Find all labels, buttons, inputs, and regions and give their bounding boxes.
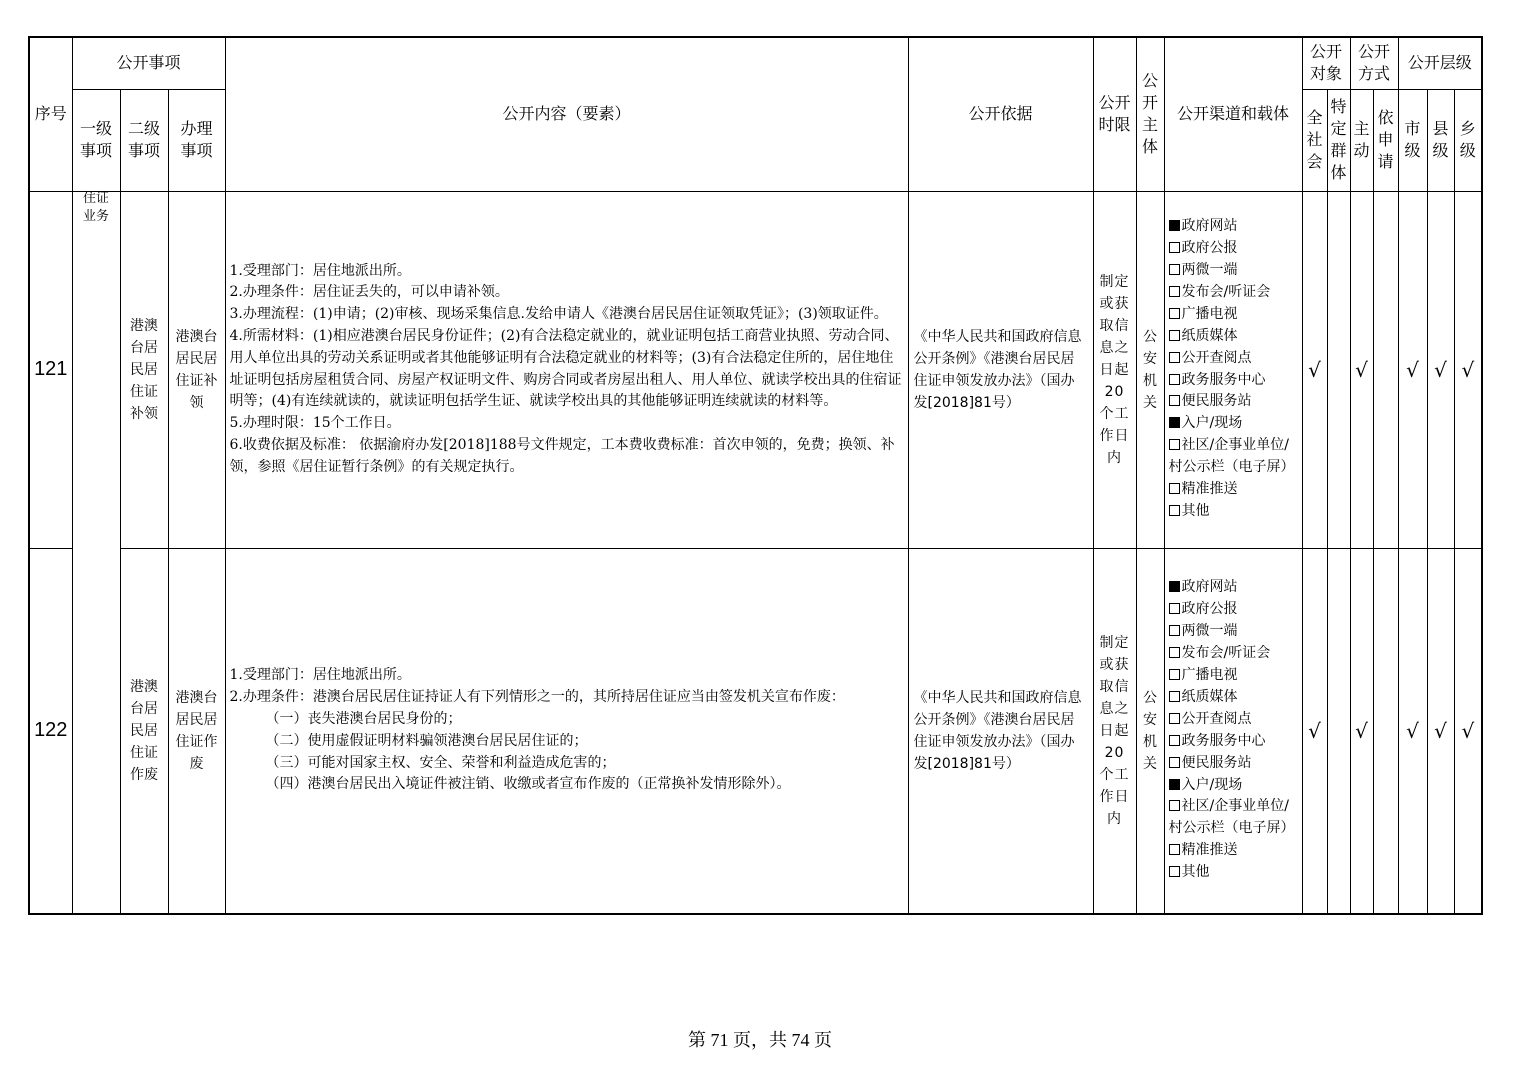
content-line: 6.收费依据及标准： 依据渝府办发[2018]188号文件规定，工本费收费标准：首次申领的，免费；换领、补领，参照《居住证暂行条例》的有关规定执行。 bbox=[229, 436, 895, 475]
checked-box-icon bbox=[1169, 779, 1180, 790]
header-level-town: 乡级 bbox=[1454, 89, 1482, 191]
channel-label: 政府网站 bbox=[1181, 218, 1238, 235]
unchecked-box-icon bbox=[1169, 352, 1180, 363]
channel-item bbox=[1169, 326, 1298, 348]
row-channels bbox=[1164, 191, 1302, 548]
unchecked-box-icon bbox=[1169, 374, 1180, 385]
row-level2: 港澳台居民居住证作废 bbox=[120, 548, 168, 914]
channel-item bbox=[1169, 709, 1298, 731]
row-mark-county: √ bbox=[1427, 548, 1454, 914]
row-handle: 港澳台居民居住证补领 bbox=[168, 191, 225, 548]
channel-item bbox=[1169, 391, 1298, 413]
header-level2: 二级事项 bbox=[120, 89, 168, 191]
header-basis: 公开依据 bbox=[908, 37, 1093, 191]
channel-label: 公开查阅点 bbox=[1181, 710, 1252, 727]
row-channels bbox=[1164, 548, 1302, 914]
channel-label: 其他 bbox=[1181, 864, 1210, 881]
row-level2: 港澳台居民居住证补领 bbox=[120, 191, 168, 548]
unchecked-box-icon bbox=[1169, 866, 1180, 877]
channel-item bbox=[1169, 599, 1298, 621]
row-mark-all: √ bbox=[1302, 191, 1327, 548]
content-list-item: （二）使用虚假证明材料骗领港澳台居民居住证的； bbox=[265, 732, 588, 749]
header-channels: 公开渠道和载体 bbox=[1164, 37, 1302, 191]
row-mark-active: √ bbox=[1350, 191, 1373, 548]
content-list-item: （一）丧失港澳台居民身份的； bbox=[265, 710, 462, 727]
channel-item bbox=[1169, 238, 1298, 260]
content-line: 1.受理部门：居住地派出所。 bbox=[229, 262, 411, 279]
channel-label: 纸质媒体 bbox=[1181, 327, 1238, 344]
channel-item bbox=[1169, 665, 1298, 687]
header-method-active: 主动 bbox=[1350, 89, 1373, 191]
row-content bbox=[225, 191, 908, 548]
unchecked-box-icon bbox=[1169, 625, 1180, 636]
channel-label: 政府公报 bbox=[1181, 240, 1238, 257]
header-content: 公开内容（要素） bbox=[225, 37, 908, 191]
channel-item bbox=[1169, 840, 1298, 862]
channel-label: 两微一端 bbox=[1181, 261, 1238, 278]
row-subject: 公安机关 bbox=[1136, 191, 1164, 548]
content-line: 4.所需材料：(1)相应港澳台居民身份证件；(2)有合法稳定就业的，就业证明包括工商营业执照、劳动合同、用人单位出具的劳动关系证明或者其他能够证明有合法稳定就业的材料等；(3)有合法稳定住所的，居住地住址证明包括房屋租赁合同、房屋产权证明文件、购房合同或者房屋出租人、用人单位、就读学校出具的住宿证明等；(4)有连续就读的，就读证明包括学生证、就读学校出具的其他能够证明连续就读的材料等。 bbox=[229, 327, 902, 410]
channel-item bbox=[1169, 479, 1298, 501]
checked-box-icon bbox=[1169, 220, 1180, 231]
row-level1 bbox=[72, 191, 120, 914]
channel-label: 发布会/听证会 bbox=[1181, 283, 1271, 300]
unchecked-box-icon bbox=[1169, 308, 1180, 319]
unchecked-box-icon bbox=[1169, 757, 1180, 768]
row-seq: 122 bbox=[29, 548, 72, 914]
channel-item bbox=[1169, 282, 1298, 304]
header-method-group: 公开方式 bbox=[1350, 37, 1398, 89]
row-mark-city: √ bbox=[1398, 191, 1427, 548]
channel-label: 政务服务中心 bbox=[1181, 371, 1266, 388]
channel-item bbox=[1169, 621, 1298, 643]
unchecked-box-icon bbox=[1169, 669, 1180, 680]
page-footer: 第 71 页，共 74 页 bbox=[688, 1030, 832, 1050]
channel-label: 精准推送 bbox=[1181, 481, 1238, 498]
unchecked-box-icon bbox=[1169, 800, 1180, 811]
unchecked-box-icon bbox=[1169, 242, 1180, 253]
header-seq: 序号 bbox=[29, 37, 72, 191]
channel-item bbox=[1169, 643, 1298, 665]
channel-item bbox=[1169, 753, 1298, 775]
unchecked-box-icon bbox=[1169, 647, 1180, 658]
channel-label: 社区/企事业单位/村公示栏（电子屏） bbox=[1168, 437, 1295, 476]
channel-label: 广播电视 bbox=[1181, 305, 1238, 322]
row-mark-specific bbox=[1327, 191, 1350, 548]
channel-item bbox=[1169, 370, 1298, 392]
row-mark-active: √ bbox=[1350, 548, 1373, 914]
channel-item bbox=[1169, 216, 1298, 238]
content-line: 2.办理条件：居住证丢失的，可以申请补领。 bbox=[229, 284, 509, 301]
unchecked-box-icon bbox=[1169, 713, 1180, 724]
content-line: 1.受理部门：居住地派出所。 bbox=[229, 667, 411, 684]
channel-item bbox=[1169, 862, 1298, 884]
channel-label: 社区/企事业单位/村公示栏（电子屏） bbox=[1168, 798, 1295, 837]
unchecked-box-icon bbox=[1169, 286, 1180, 297]
channel-item bbox=[1169, 731, 1298, 753]
channel-label: 广播电视 bbox=[1181, 667, 1238, 684]
header-level1: 一级事项 bbox=[72, 89, 120, 191]
header-level-city: 市级 bbox=[1398, 89, 1427, 191]
channel-item bbox=[1169, 501, 1298, 523]
row-basis: 《中华人民共和国政府信息公开条例》《港澳台居民居住证申领发放办法》（国办发[2018]81号） bbox=[908, 191, 1093, 548]
channel-label: 入户/现场 bbox=[1181, 415, 1243, 432]
header-method-apply: 依申请 bbox=[1373, 89, 1398, 191]
unchecked-box-icon bbox=[1169, 735, 1180, 746]
header-level-group: 公开层级 bbox=[1398, 37, 1482, 89]
disclosure-table bbox=[28, 36, 1483, 915]
channel-item bbox=[1169, 260, 1298, 282]
unchecked-box-icon bbox=[1169, 505, 1180, 516]
row-mark-apply bbox=[1373, 548, 1398, 914]
row-time: 制定或获取信息之日起20个工作日内 bbox=[1093, 191, 1136, 548]
channel-label: 政府公报 bbox=[1181, 601, 1238, 618]
channel-item bbox=[1169, 796, 1298, 840]
channel-label: 两微一端 bbox=[1181, 623, 1238, 640]
channel-label: 公开查阅点 bbox=[1181, 349, 1252, 366]
channel-label: 便民服务站 bbox=[1181, 393, 1252, 410]
row-mark-town: √ bbox=[1454, 191, 1482, 548]
channel-item bbox=[1169, 348, 1298, 370]
row-mark-specific bbox=[1327, 548, 1350, 914]
unchecked-box-icon bbox=[1169, 395, 1180, 406]
row-seq: 121 bbox=[29, 191, 72, 548]
row-mark-all: √ bbox=[1302, 548, 1327, 914]
channel-label: 便民服务站 bbox=[1181, 754, 1252, 771]
row-subject: 公安机关 bbox=[1136, 548, 1164, 914]
row-time: 制定或获取信息之日起20个工作日内 bbox=[1093, 548, 1136, 914]
carryover-level1-text: 住证业务 bbox=[82, 191, 109, 224]
content-line: 5.办理时限：15个工作日。 bbox=[229, 415, 401, 432]
channel-item bbox=[1169, 413, 1298, 435]
table-row bbox=[29, 191, 1482, 548]
unchecked-box-icon bbox=[1169, 691, 1180, 702]
channel-label: 纸质媒体 bbox=[1181, 688, 1238, 705]
checked-box-icon bbox=[1169, 581, 1180, 592]
channel-item bbox=[1169, 435, 1298, 479]
content-list-item: （四）港澳台居民出入境证件被注销、收缴或者宣布作废的（正常换补发情形除外）。 bbox=[265, 776, 791, 793]
unchecked-box-icon bbox=[1169, 603, 1180, 614]
channel-label: 精准推送 bbox=[1181, 842, 1238, 859]
row-mark-town: √ bbox=[1454, 548, 1482, 914]
header-items-group: 公开事项 bbox=[72, 37, 225, 89]
header-target-all: 全社会 bbox=[1302, 89, 1327, 191]
channel-label: 发布会/听证会 bbox=[1181, 645, 1271, 662]
unchecked-box-icon bbox=[1169, 439, 1180, 450]
channel-item bbox=[1169, 775, 1298, 797]
row-content bbox=[225, 548, 908, 914]
channel-label: 入户/现场 bbox=[1181, 776, 1243, 793]
content-list-item: （三）可能对国家主权、安全、荣誉和利益造成危害的； bbox=[265, 754, 616, 771]
row-basis: 《中华人民共和国政府信息公开条例》《港澳台居民居住证申领发放办法》（国办发[2018]81号） bbox=[908, 548, 1093, 914]
channel-item bbox=[1169, 577, 1298, 599]
channel-label: 政府网站 bbox=[1181, 579, 1238, 596]
header-level-county: 县级 bbox=[1427, 89, 1454, 191]
header-time: 公开时限 bbox=[1093, 37, 1136, 191]
checked-box-icon bbox=[1169, 417, 1180, 428]
unchecked-box-icon bbox=[1169, 330, 1180, 341]
row-mark-apply bbox=[1373, 191, 1398, 548]
row-mark-county: √ bbox=[1427, 191, 1454, 548]
content-line: 2.办理条件：港澳台居民居住证持证人有下列情形之一的，其所持居住证应当由签发机关宣布作废： bbox=[229, 689, 845, 706]
table-row bbox=[29, 548, 1482, 914]
row-mark-city: √ bbox=[1398, 548, 1427, 914]
header-target-group: 公开对象 bbox=[1302, 37, 1350, 89]
channel-label: 政务服务中心 bbox=[1181, 732, 1266, 749]
channel-item bbox=[1169, 687, 1298, 709]
header-target-specific: 特定群体 bbox=[1327, 89, 1350, 191]
content-line: 3.办理流程：(1)申请；(2)审核、现场采集信息.发给申请人《港澳台居民居住证领取凭证》；(3)领取证件。 bbox=[229, 306, 888, 323]
channel-item bbox=[1169, 304, 1298, 326]
header-subject: 公开主体 bbox=[1136, 37, 1164, 191]
unchecked-box-icon bbox=[1169, 844, 1180, 855]
header-handle: 办理事项 bbox=[168, 89, 225, 191]
unchecked-box-icon bbox=[1169, 264, 1180, 275]
row-handle: 港澳台居民居住证作废 bbox=[168, 548, 225, 914]
channel-label: 其他 bbox=[1181, 502, 1210, 519]
unchecked-box-icon bbox=[1169, 483, 1180, 494]
